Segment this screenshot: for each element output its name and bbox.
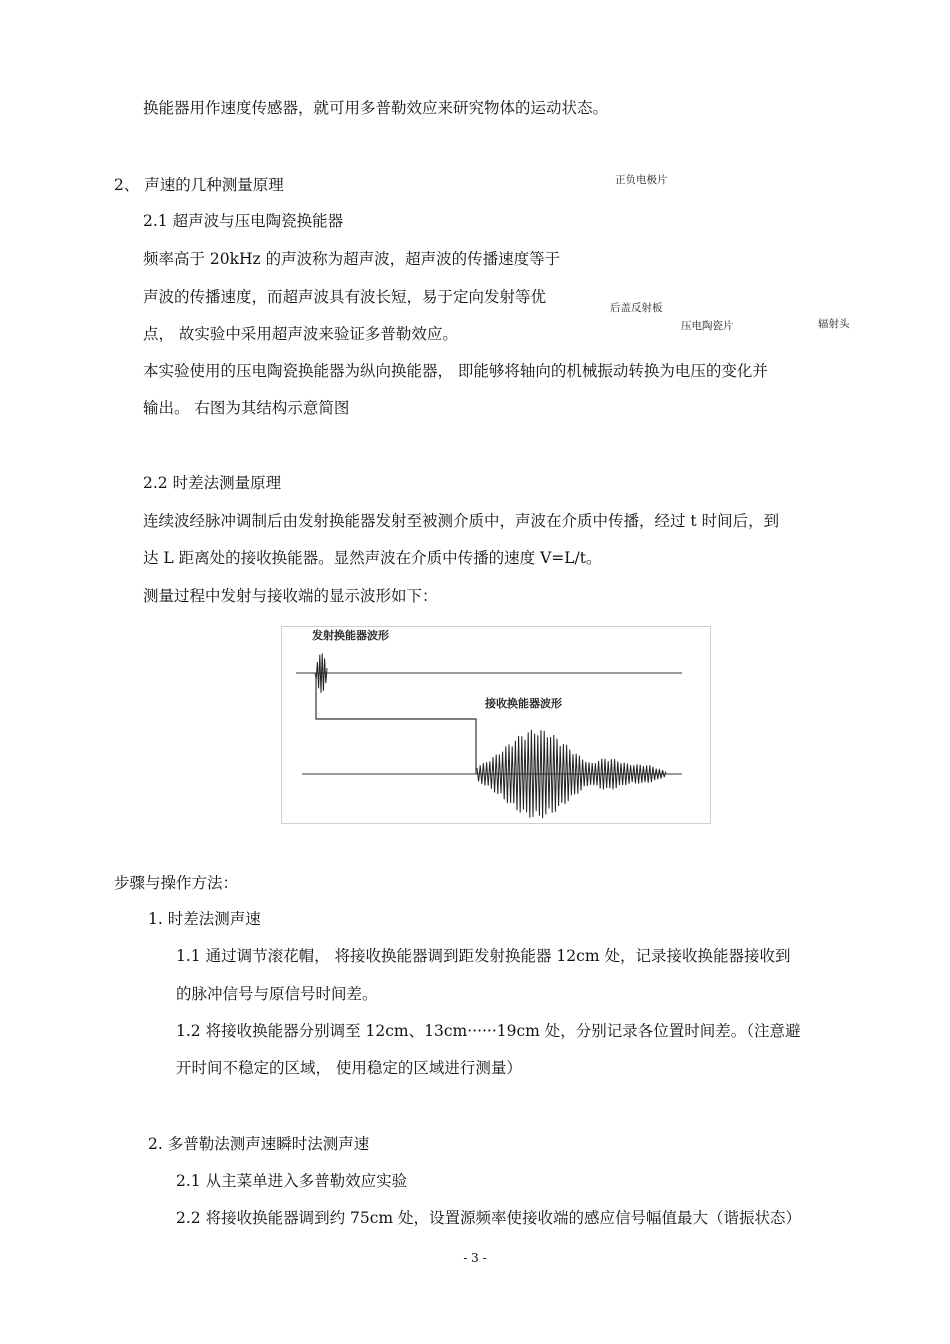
label-electrode: 正负电极片: [615, 174, 668, 186]
paragraph-text: 频率高于 20kHz 的声波称为超声波，超声波的传播速度等于: [143, 250, 561, 268]
paragraph-text: 达 L 距离处的接收换能器。显然声波在介质中传播的速度 V=L/t。: [143, 549, 602, 567]
step-text: 2.2 将接收换能器调到约 75cm 处，设置源频率使接收端的感应信号幅值最大（谐振状态）: [176, 1209, 802, 1227]
step-text: 1.1 通过调节滚花帽， 将接收换能器调到距发射换能器 12cm 处，记录接收换能器接收到: [176, 947, 791, 965]
step-text: 1.2 将接收换能器分别调至 12cm、13cm······19cm 处，分别记录各位置时间差。（注意避: [176, 1022, 801, 1040]
paragraph-text: 输出。 右图为其结构示意简图: [143, 399, 350, 417]
waveform-figure: [281, 626, 711, 824]
paragraph-text: 连续波经脉冲调制后由发射换能器发射至被测介质中，声波在介质中传播，经过 t 时间后，到: [143, 512, 780, 530]
subsection-heading: 2.1 超声波与压电陶瓷换能器: [143, 212, 344, 230]
tx-waveform-label: 发射换能器波形: [312, 629, 389, 642]
paragraph-text: 声波的传播速度，而超声波具有波长短，易于定向发射等优: [143, 288, 547, 306]
step-text: 开时间不稳定的区域， 使用稳定的区域进行测量）: [176, 1059, 522, 1077]
rx-waveform-label: 接收换能器波形: [485, 697, 562, 710]
label-radiator: 辐射头: [818, 318, 850, 330]
step-heading: 2. 多普勒法测声速瞬时法测声速: [148, 1135, 370, 1153]
paragraph-text: 本实验使用的压电陶瓷换能器为纵向换能器， 即能够将轴向的机械振动转换为电压的变化并: [143, 362, 768, 380]
step-text: 2.1 从主菜单进入多普勒效应实验: [176, 1172, 408, 1190]
section-heading: 2、 声速的几种测量原理: [114, 176, 284, 194]
step-heading: 1. 时差法测声速: [148, 910, 261, 928]
step-text: 的脉冲信号与原信号时间差。: [176, 985, 378, 1003]
label-back-plate: 后盖反射板: [610, 302, 663, 314]
page-number: - 3 -: [463, 1251, 487, 1265]
paragraph-text: 点， 故实验中采用超声波来验证多普勒效应。: [143, 325, 458, 343]
timing-step-line: [316, 677, 476, 774]
label-ceramic: 压电陶瓷片: [681, 320, 734, 332]
paragraph-text: 测量过程中发射与接收端的显示波形如下：: [143, 587, 438, 605]
subsection-heading: 2.2 时差法测量原理: [143, 474, 282, 492]
section-heading: 步骤与操作方法：: [114, 874, 239, 892]
paragraph-text: 换能器用作速度传感器，就可用多普勒效应来研究物体的运动状态。: [143, 99, 609, 117]
